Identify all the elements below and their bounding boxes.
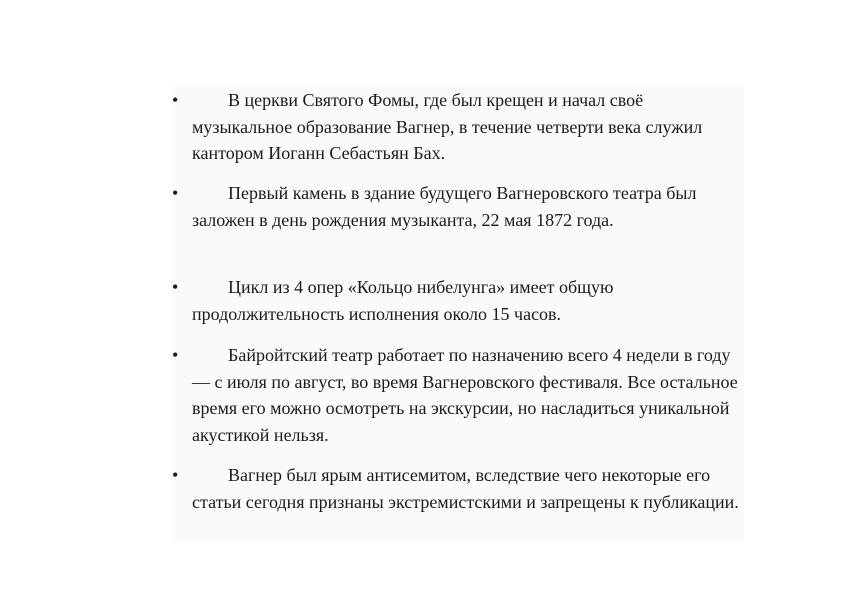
bullet-text: Вагнер был ярым антисемитом, вследствие чего некоторые его статьи сегодня признаны экстремистскими и запрещены к публикации. [192,465,739,512]
bullet-text: В церкви Святого Фомы, где был крещен и начал своё музыкальное образование Вагнер, в течение четверти века служил кантором Иоганн Себастьян Бах. [192,90,703,163]
bullet-text: Байройтский театр работает по назначению всего 4 недели в году — с июля по август, во время Вагнеровского фестиваля. Все остальное время его можно осмотреть на экскурсии, но насладиться уникальной акустикой нельзя. [192,345,738,445]
bullet-marker-icon: • [172,277,179,297]
facts-text-box [172,85,744,542]
bullet-marker-icon: • [172,183,179,203]
bullet-marker-icon: • [172,90,179,110]
bullet-marker-icon: • [172,345,179,365]
bullet-text: Цикл из 4 опер «Кольцо нибелунга» имеет общую продолжительность исполнения около 15 часов. [192,277,614,324]
bullet-text: Первый камень в здание будущего Вагнеровского театра был заложен в день рождения музыканта, 22 мая 1872 года. [192,183,697,230]
bullet-marker-icon: • [172,465,179,485]
